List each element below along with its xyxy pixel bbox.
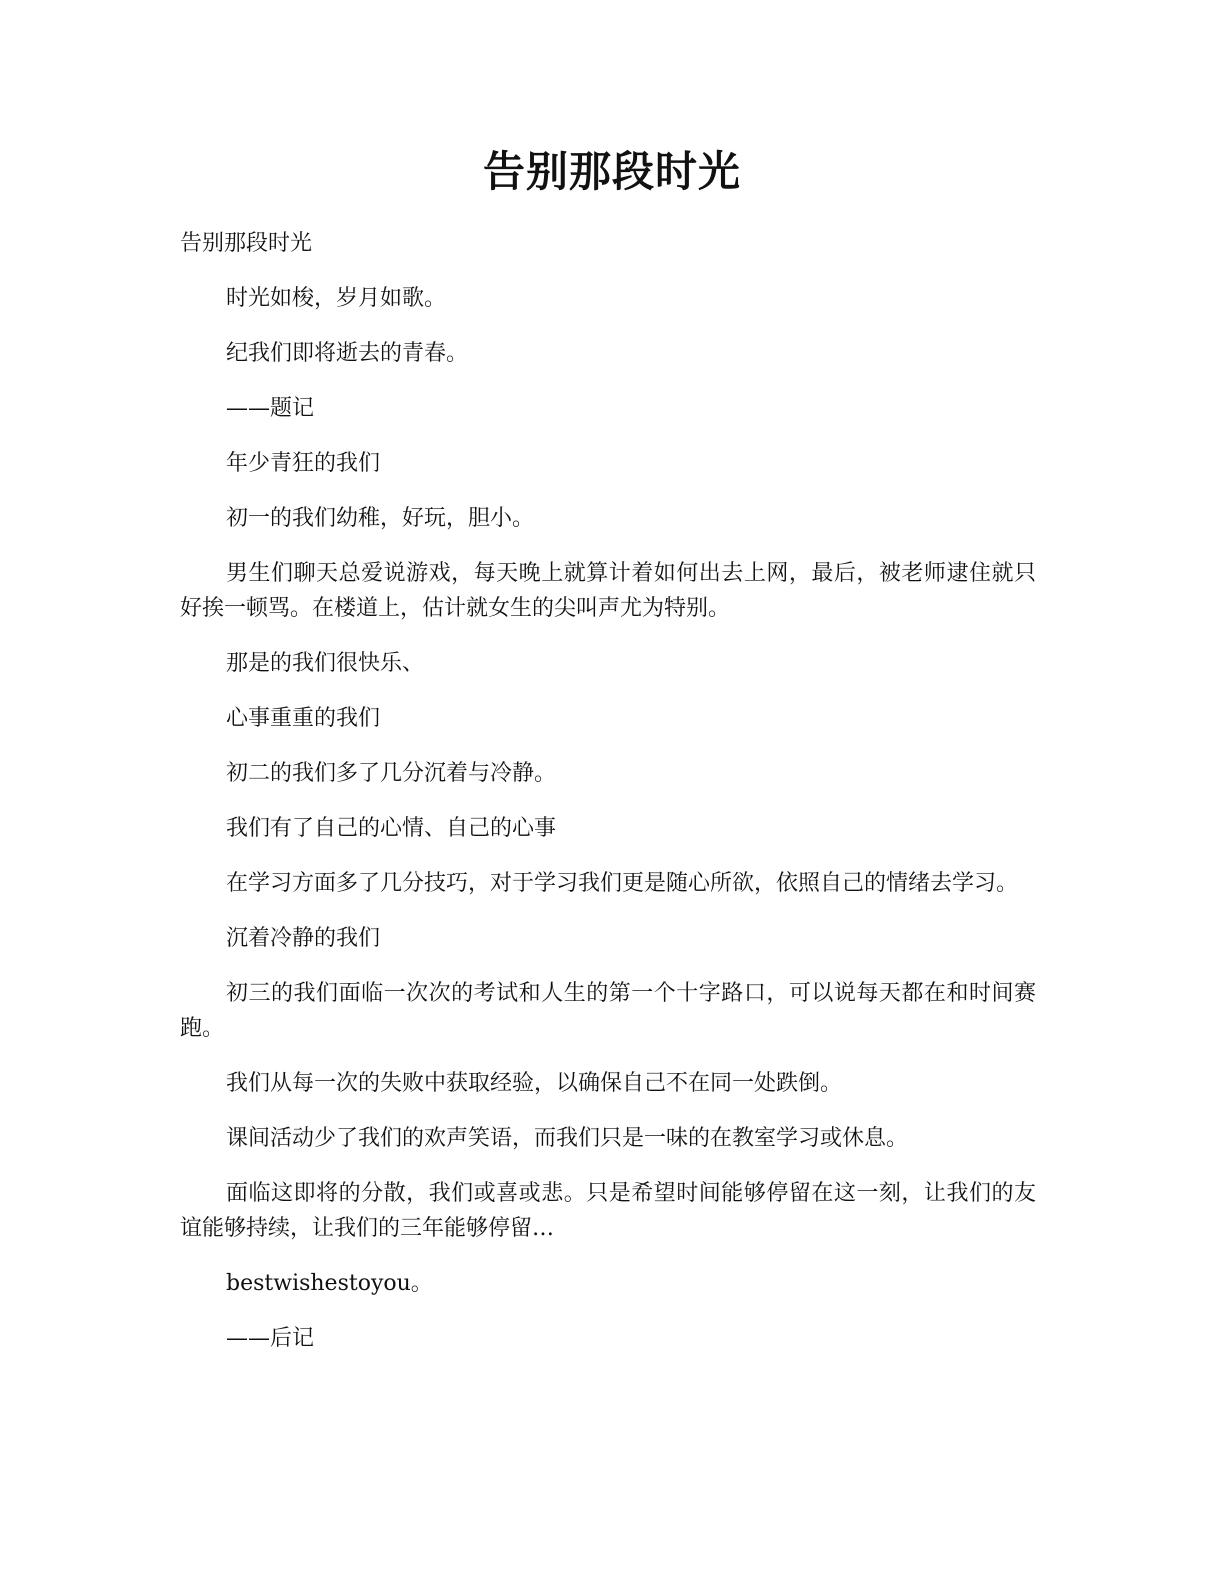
paragraph: 男生们聊天总爱说游戏，每天晚上就算计着如何出去上网，最后，被老师逮住就只好挨一顿骂。在楼道上，估计就女生的尖叫声尤为特别。 (180, 561, 1036, 621)
paragraph: 课间活动少了我们的欢声笑语，而我们只是一味的在教室学习或休息。 (226, 1126, 909, 1151)
paragraph-epigraph-attribution: ——题记 (226, 396, 315, 421)
paragraph: 初三的我们面临一次次的考试和人生的第一个十字路口，可以说每天都在和时间赛跑。 (180, 981, 1036, 1041)
paragraph-afterword-attribution: ——后记 (226, 1326, 315, 1351)
document-title: 告别那段时光 (482, 147, 741, 196)
paragraph: 时光如梭，岁月如歌。 (226, 286, 447, 311)
section-heading: 心事重重的我们 (226, 706, 381, 731)
document-body (180, 226, 1036, 1376)
paragraph: 我们从每一次的失败中获取经验，以确保自己不在同一处跌倒。 (226, 1071, 843, 1096)
paragraph: 初二的我们多了几分沉着与冷静。 (226, 761, 557, 786)
paragraph: 纪我们即将逝去的青春。 (226, 341, 469, 366)
paragraph: 面临这即将的分散，我们或喜或悲。只是希望时间能够停留在这一刻，让我们的友谊能够持续，让我们的三年能够停留… (180, 1181, 1036, 1241)
section-heading: 年少青狂的我们 (226, 451, 381, 476)
paragraph: bestwishestoyou。 (226, 1271, 433, 1296)
section-heading: 沉着冷静的我们 (226, 926, 381, 951)
paragraph: 初一的我们幼稚，好玩，胆小。 (226, 506, 535, 531)
paragraph-subtitle: 告别那段时光 (180, 231, 313, 256)
paragraph: 那是的我们很快乐、 (226, 651, 425, 676)
paragraph: 在学习方面多了几分技巧，对于学习我们更是随心所欲，依照自己的情绪去学习。 (226, 871, 1019, 896)
paragraph: 我们有了自己的心情、自己的心事 (226, 816, 557, 841)
